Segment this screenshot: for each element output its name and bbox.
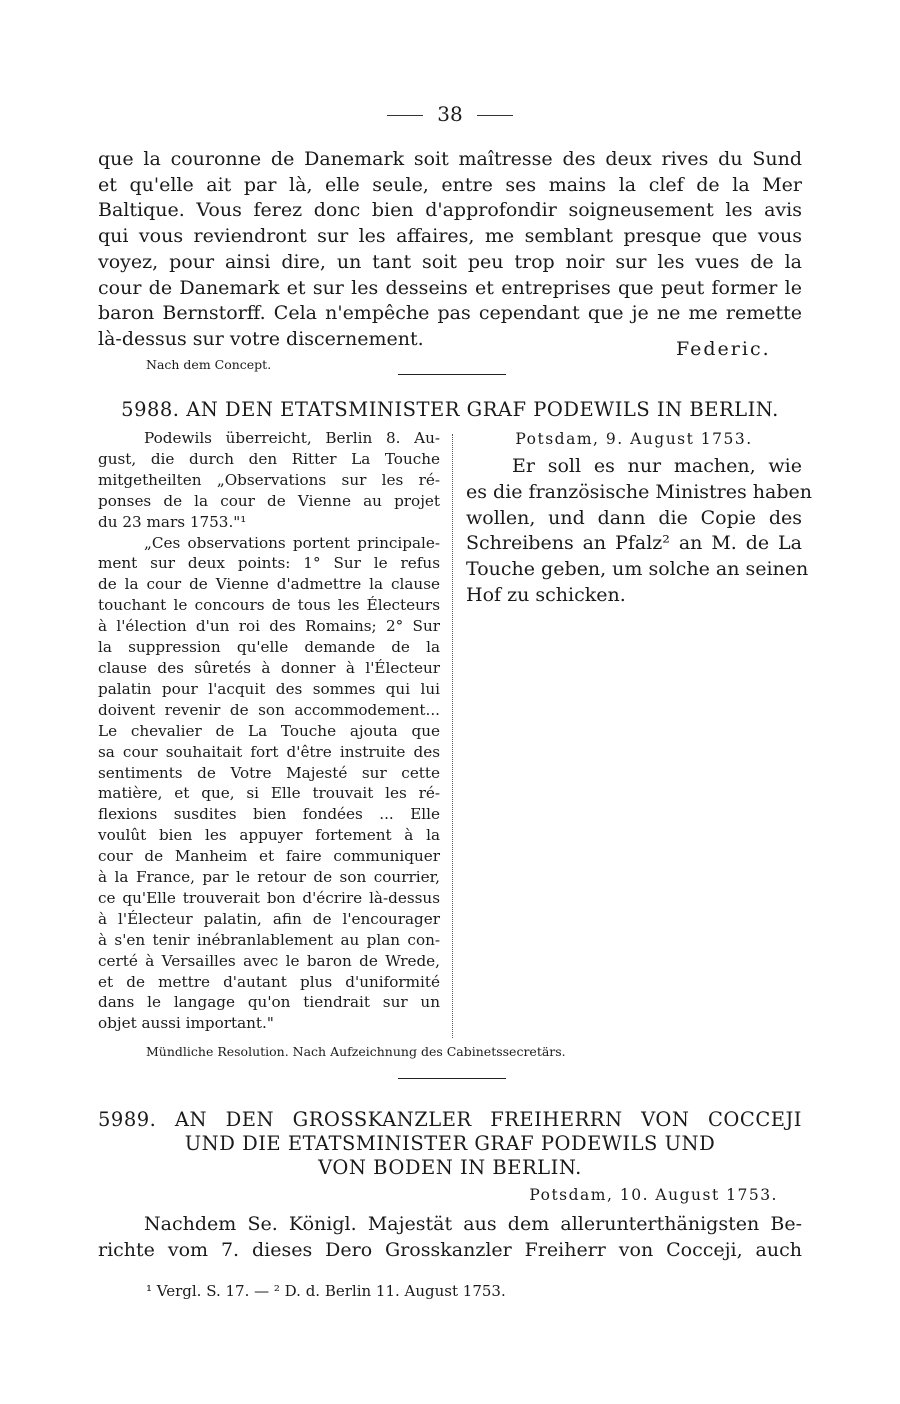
quote-line: doivent revenir de son accommodement... bbox=[98, 700, 440, 719]
column-divider bbox=[452, 434, 453, 1038]
quote-line: sa cour souhaitait fort d'être instruite des bbox=[98, 742, 440, 761]
summary-line: mitgetheilten „Observations sur les ré- bbox=[98, 470, 440, 489]
quote-line: voulût bien les appuyer fortement à la bbox=[98, 826, 440, 845]
page-number bbox=[0, 102, 900, 126]
quote-line: objet aussi important." bbox=[98, 1014, 274, 1033]
paragraph-line: Baltique. Vous ferez donc bien d'approfondir soigneusement les avis bbox=[98, 199, 802, 222]
page-number-dash-left bbox=[387, 115, 423, 116]
continuation-paragraph bbox=[98, 147, 802, 353]
resolution-line: wollen, und dann die Copie des bbox=[466, 506, 802, 529]
quote-line: matière, et que, si Elle trouvait les ré- bbox=[98, 784, 440, 803]
letter-5989-dateline: Potsdam, 10. August 1753. bbox=[529, 1186, 778, 1204]
heading-line: 5989. AN DEN GROSSKANZLER FREIHERRN VON COCCEJI bbox=[98, 1108, 802, 1131]
letter-5988-left-column bbox=[98, 428, 440, 1034]
summary-line: Podewils überreicht, Berlin 8. Au- bbox=[144, 429, 440, 447]
letter-5988-source-note: Mündliche Resolution. Nach Aufzeichnung des Cabinetssecretärs. bbox=[146, 1044, 566, 1059]
quote-line: certé à Versailles avec le baron de Wrede, bbox=[98, 951, 440, 970]
quote-line: clause des sûretés à donner à l'Électeur bbox=[98, 658, 440, 677]
quote-line: ment sur deux points: 1° Sur le refus bbox=[98, 554, 440, 573]
quote-line: palatin pour l'acquit des sommes qui lui bbox=[98, 679, 440, 698]
heading-line: VON BODEN IN BERLIN. bbox=[318, 1156, 582, 1179]
letter-5989-body bbox=[98, 1212, 802, 1263]
page-number-dash-right bbox=[477, 115, 513, 116]
paragraph-line: que la couronne de Danemark soit maîtresse des deux rives du Sund bbox=[98, 148, 802, 170]
resolution-line: es die französische Ministres haben bbox=[466, 480, 812, 503]
quote-line: à s'en tenir inébranlablement au plan con- bbox=[98, 930, 440, 949]
paragraph-line: cour de Danemark et sur les desseins et entreprises que peut former le bbox=[98, 276, 802, 299]
resolution-line: Touche geben, um solche an seinen bbox=[466, 558, 809, 581]
paragraph-line: qui vous reviendront sur les affaires, me semblant presque que vous bbox=[98, 225, 802, 248]
resolution-line: Schreibens an Pfalz² an M. de La bbox=[466, 532, 802, 555]
resolution-line: Er soll es nur machen, wie bbox=[512, 455, 802, 477]
summary-line: du 23 mars 1753."¹ bbox=[98, 512, 247, 531]
quote-line: sentiments de Votre Majesté sur cette bbox=[98, 763, 440, 782]
source-note-concept: Nach dem Concept. bbox=[146, 357, 272, 372]
quote-line: à la France, par le retour de son courrier, bbox=[98, 868, 440, 887]
paragraph-line: là-dessus sur votre discernement. bbox=[98, 327, 424, 350]
section-divider bbox=[398, 374, 506, 375]
quote-line: à l'Électeur palatin, afin de l'encourager bbox=[98, 909, 440, 928]
quote-line: touchant le concours de tous les Électeurs bbox=[98, 596, 440, 615]
quote-line: „Ces observations portent principale- bbox=[144, 533, 440, 552]
heading-line: UND DIE ETATSMINISTER GRAF PODEWILS UND bbox=[184, 1132, 716, 1155]
resolution-line: Hof zu schicken. bbox=[466, 583, 626, 606]
body-line: richte vom 7. dieses Dero Grosskanzler Freiherr von Cocceji, auch bbox=[98, 1238, 802, 1261]
quote-line: cour de Manheim et faire communiquer bbox=[98, 847, 440, 866]
summary-line: ponses de la cour de Vienne au projet bbox=[98, 491, 440, 510]
body-line: Nachdem Se. Königl. Majestät aus dem allerunterthänigsten Be- bbox=[144, 1213, 802, 1235]
summary-line: gust, die durch den Ritter La Touche bbox=[98, 449, 440, 468]
quote-line: ce qu'Elle trouverait bon d'écrire là-dessus bbox=[98, 888, 440, 907]
quote-line: flexions susdites bien fondées ... Elle bbox=[98, 805, 440, 824]
paragraph-line: voyez, pour ainsi dire, un tant soit peu trop noir sur les vues de la bbox=[98, 250, 802, 273]
quote-line: Le chevalier de La Touche ajouta que bbox=[98, 721, 440, 740]
signature: Federic. bbox=[676, 338, 771, 360]
letter-5989-heading bbox=[98, 1108, 802, 1180]
letter-5988-right-column bbox=[466, 428, 812, 609]
quote-line: la suppression qu'elle demande de la bbox=[98, 638, 440, 657]
quote-line: dans le langage qu'on tiendrait sur un bbox=[98, 993, 440, 1012]
quote-line: de la cour de Vienne d'admettre la clause bbox=[98, 575, 440, 594]
paragraph-line: et qu'elle ait par là, elle seule, entre ses mains la clef de la Mer bbox=[98, 173, 802, 196]
letter-5988-heading: 5988. AN DEN ETATSMINISTER GRAF PODEWILS IN BERLIN. bbox=[121, 398, 779, 421]
section-divider bbox=[398, 1078, 506, 1079]
letter-5988-dateline: Potsdam, 9. August 1753. bbox=[515, 430, 753, 448]
quote-line: et de mettre d'autant plus d'uniformité bbox=[98, 972, 440, 991]
quote-line: à l'élection d'un roi des Romains; 2° Sur bbox=[98, 617, 440, 636]
page-number-value: 38 bbox=[437, 102, 463, 126]
footnotes: ¹ Vergl. S. 17. — ² D. d. Berlin 11. August 1753. bbox=[146, 1282, 506, 1300]
paragraph-line: baron Bernstorff. Cela n'empêche pas cependant que je ne me remette bbox=[98, 302, 802, 325]
letter-5988-resolution bbox=[466, 454, 812, 609]
